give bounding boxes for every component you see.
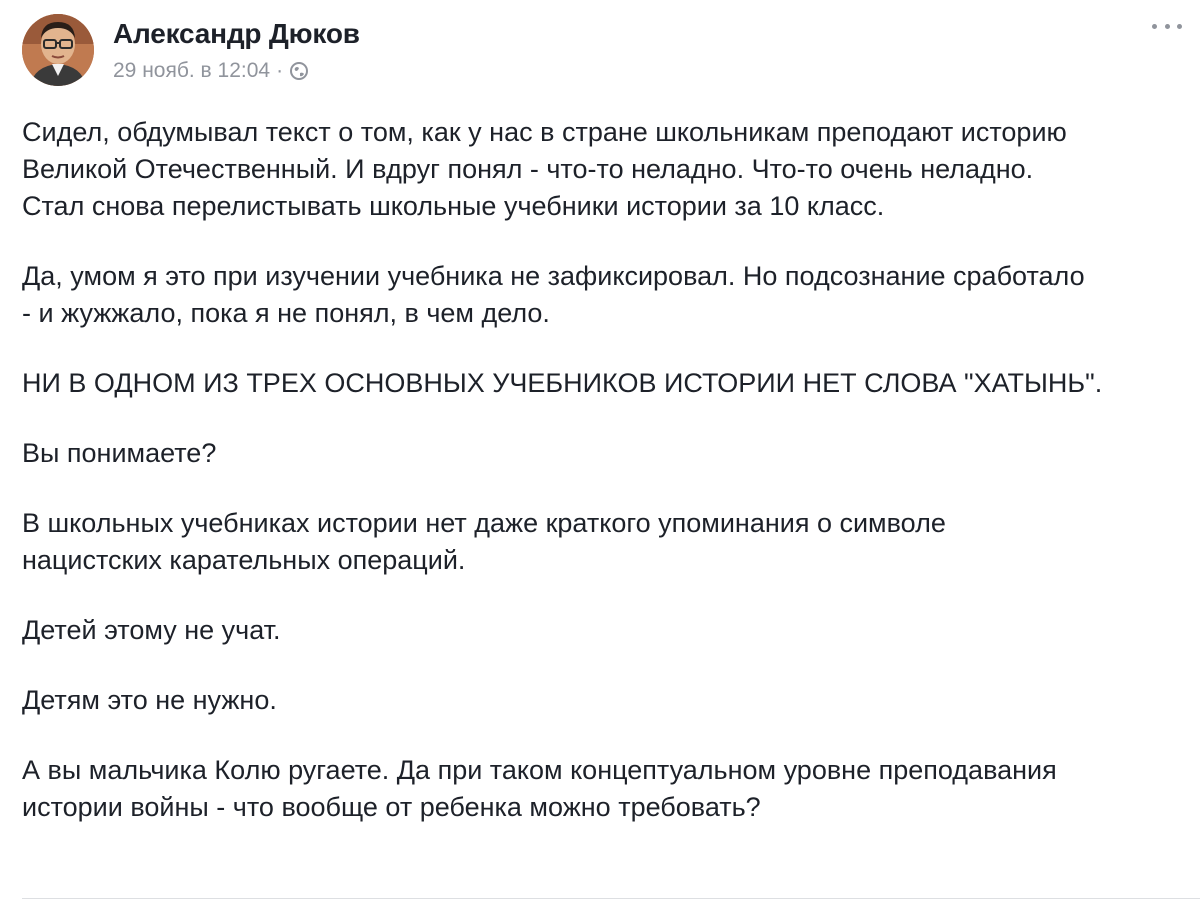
more-dot bbox=[1152, 24, 1157, 29]
post-paragraph bbox=[22, 435, 1200, 472]
paragraph-line: нацистских карательных операций. bbox=[22, 545, 466, 575]
paragraph-line: Детей этому не учат. bbox=[22, 615, 281, 645]
post-paragraph bbox=[22, 365, 1200, 402]
paragraph-line: Детям это не нужно. bbox=[22, 685, 277, 715]
post-paragraph bbox=[22, 682, 1200, 719]
paragraph-line: Вы понимаете? bbox=[22, 438, 217, 468]
more-dot bbox=[1165, 24, 1170, 29]
avatar-image bbox=[22, 14, 94, 86]
paragraph-line: Сидел, обдумывал текст о том, как у нас в стране школьникам преподают историю bbox=[22, 117, 1067, 147]
post-paragraph bbox=[22, 505, 1200, 579]
paragraph-line: Да, умом я это при изучении учебника не зафиксировал. Но подсознание сработало bbox=[22, 261, 1085, 291]
meta-separator: · bbox=[276, 59, 284, 82]
paragraph-line: истории войны - что вообще от ребенка можно требовать? bbox=[22, 792, 761, 822]
paragraph-line: - и жужжало, пока я не понял, в чем дело. bbox=[22, 298, 550, 328]
post-paragraph bbox=[22, 612, 1200, 649]
paragraph-line: НИ В ОДНОМ ИЗ ТРЕХ ОСНОВНЫХ УЧЕБНИКОВ ИСТОРИИ НЕТ СЛОВА "ХАТЫНЬ". bbox=[22, 368, 1103, 398]
paragraph-line: Великой Отечественный. И вдруг понял - что-то неладно. Что-то очень неладно. bbox=[22, 154, 1034, 184]
globe-icon[interactable] bbox=[289, 61, 309, 81]
post-timestamp[interactable]: 29 нояб. в 12:04 bbox=[113, 59, 271, 82]
author-avatar[interactable] bbox=[22, 14, 94, 86]
more-options-icon[interactable] bbox=[1152, 16, 1182, 36]
post-divider bbox=[22, 898, 1200, 899]
post-body bbox=[22, 114, 1200, 859]
post-meta bbox=[113, 59, 309, 83]
paragraph-line: В школьных учебниках истории нет даже краткого упоминания о символе bbox=[22, 508, 946, 538]
more-dot bbox=[1177, 24, 1182, 29]
post-paragraph bbox=[22, 258, 1200, 332]
paragraph-line: Стал снова перелистывать школьные учебники истории за 10 класс. bbox=[22, 191, 885, 221]
post-paragraph bbox=[22, 114, 1200, 225]
post-header bbox=[22, 14, 1182, 94]
author-name[interactable]: Александр Дюков bbox=[113, 18, 360, 49]
paragraph-line: А вы мальчика Колю ругаете. Да при таком концептуальном уровне преподавания bbox=[22, 755, 1057, 785]
post-paragraph bbox=[22, 752, 1200, 826]
